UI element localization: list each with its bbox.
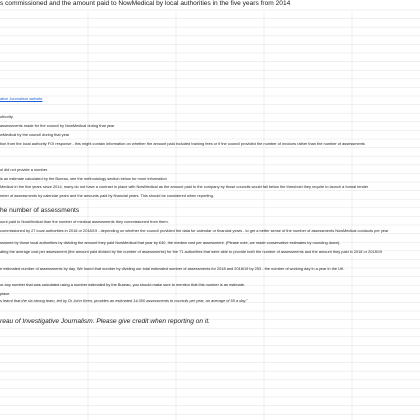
note-cell-years[interactable]: mber of assessments by calendar years and the amounts paid by financial years. This should be considered when reporting. [0,193,214,198]
method-cell-5[interactable]: e estimated number of assessments by day. We found that number by dividing our total estimated number of assessments for 2018 and 2018/19 by 253 - the number of working day in a year in the UK. [0,266,345,271]
section-heading[interactable]: he number of assessments [0,207,80,214]
definition-cell-authority[interactable]: uthority [0,114,13,119]
method-cell-3[interactable]: ssioned by those local authorities by dividing the amount they paid NowMedical that year by £40, the median cost per assessment. (Please note, we made conservative estimates by rounding down). [0,240,341,245]
method-cell-2[interactable]: commissioned by 27 local authorities in 2018 or 2018/19 - depending on whether the council provided the data for calendar or financial years - to get a better sense of the number of assessments NowMedical conducts per year [0,228,389,233]
note-cell-contract[interactable]: Medical in the five years since 2014, many do not have a contract in place with NowMedical as the amount paid to the company by those councils would fall below the threshold they require to launch a formal tender [0,184,369,189]
note-cell-estimate[interactable]: is an estimate calculated by the Bureau, see the methodology section below for more information [0,176,167,181]
definition-cell-notes[interactable]: tion from the local authority FOI response - this might contain information on whether the amount paid included training fees or if the council provided the number of invoices rather than the number of assessments [0,141,365,146]
note-cell-no-number[interactable]: ol did not provide a number. [0,167,49,172]
method-cell-1[interactable]: ount paid to NowMedical than the number of medical assessments they commissioned from them. [0,219,169,224]
method-cell-quote[interactable]: s learnt that the six-strong team, led by Dr John Keen, provides an estimated 14,000 assessments to councils per year, an average of 55 a day." [0,298,248,303]
sheet-title[interactable]: s commissioned and the amount paid to NowMedical by local authorities in the five years from 2014 [0,0,291,7]
definition-cell-assessments[interactable]: assessments made for the council by NowMedical during that year [0,123,115,128]
method-cell-7[interactable]: place. [0,291,11,296]
credit-line[interactable]: reau of Investigative Journalism. Please give credit when reporting on it. [0,318,211,325]
method-cell-4[interactable]: ating the average cost per assessment (the amount paid divided by the number of assessments) for the 71 authorities that were able to provide both the number of assessments and the amount they paid in 2018 or 2018/19 [0,249,383,254]
definition-cell-amount[interactable]: wMedical by the council during that year [0,132,70,137]
method-cell-6[interactable]: or any number that was calculated using a number estimated by the Bureau, you should make sure to mention that this number is an estimate. [0,282,246,287]
source-website-link[interactable]: ative Journalism website [0,96,43,101]
